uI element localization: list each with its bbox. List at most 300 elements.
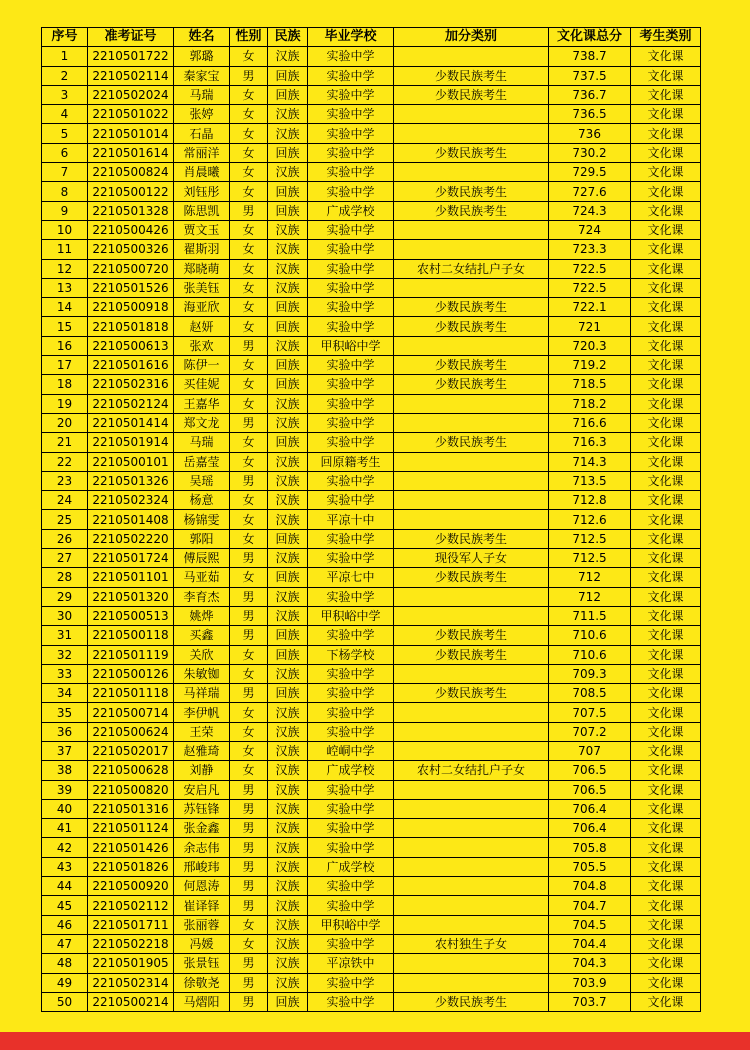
cell-score: 724 [549,220,631,239]
cell-bonus [394,452,549,471]
cell-bonus [394,915,549,934]
cell-seq: 3 [42,85,88,104]
cell-name: 余志伟 [174,838,230,857]
cell-seq: 42 [42,838,88,857]
cell-gender: 男 [230,857,268,876]
cell-category: 文化课 [631,992,701,1011]
cell-name: 郑文龙 [174,413,230,432]
cell-gender: 女 [230,317,268,336]
cell-score: 722.5 [549,278,631,297]
cell-ethnicity: 回族 [268,356,308,375]
cell-category: 文化课 [631,684,701,703]
cell-bonus: 现役军人子女 [394,549,549,568]
table-row [42,452,701,471]
cell-ethnicity: 汉族 [268,587,308,606]
cell-ethnicity: 回族 [268,317,308,336]
cell-score: 704.5 [549,915,631,934]
cell-category: 文化课 [631,780,701,799]
cell-gender: 男 [230,780,268,799]
table-row [42,201,701,220]
cell-ethnicity: 汉族 [268,510,308,529]
cell-school: 实验中学 [308,105,394,124]
cell-ethnicity: 汉族 [268,105,308,124]
cell-name: 关欣 [174,645,230,664]
cell-gender: 女 [230,278,268,297]
cell-gender: 男 [230,201,268,220]
cell-category: 文化课 [631,510,701,529]
cell-gender: 男 [230,626,268,645]
table-row [42,105,701,124]
cell-seq: 41 [42,819,88,838]
cell-seq: 30 [42,606,88,625]
cell-name: 马瑞 [174,85,230,104]
cell-school: 平凉铁中 [308,954,394,973]
cell-category: 文化课 [631,973,701,992]
cell-category: 文化课 [631,143,701,162]
cell-school: 实验中学 [308,278,394,297]
cell-seq: 27 [42,549,88,568]
table-row [42,259,701,278]
cell-gender: 女 [230,356,268,375]
cell-school: 实验中学 [308,182,394,201]
cell-category: 文化课 [631,336,701,355]
cell-exam-id: 2210501014 [88,124,174,143]
cell-bonus [394,664,549,683]
table-row [42,317,701,336]
cell-school: 实验中学 [308,356,394,375]
cell-seq: 28 [42,568,88,587]
cell-exam-id: 2210501818 [88,317,174,336]
cell-ethnicity: 汉族 [268,877,308,896]
cell-name: 陈思凯 [174,201,230,220]
cell-bonus [394,278,549,297]
cell-seq: 4 [42,105,88,124]
cell-bonus [394,471,549,490]
cell-name: 买鑫 [174,626,230,645]
cell-exam-id: 2210501724 [88,549,174,568]
cell-school: 实验中学 [308,66,394,85]
cell-exam-id: 2210500918 [88,298,174,317]
cell-score: 707 [549,741,631,760]
cell-bonus: 少数民族考生 [394,684,549,703]
cell-name: 邢峻玮 [174,857,230,876]
cell-exam-id: 2210500714 [88,703,174,722]
cell-ethnicity: 汉族 [268,799,308,818]
cell-exam-id: 2210500920 [88,877,174,896]
cell-category: 文化课 [631,549,701,568]
cell-category: 文化课 [631,240,701,259]
cell-category: 文化课 [631,626,701,645]
cell-category: 文化课 [631,877,701,896]
cell-ethnicity: 回族 [268,529,308,548]
cell-exam-id: 2210502316 [88,375,174,394]
cell-bonus [394,819,549,838]
cell-seq: 19 [42,394,88,413]
header-score: 文化课总分 [549,28,631,47]
cell-seq: 12 [42,259,88,278]
cell-bonus: 少数民族考生 [394,298,549,317]
cell-ethnicity: 汉族 [268,741,308,760]
cell-gender: 女 [230,259,268,278]
cell-score: 706.4 [549,799,631,818]
cell-gender: 女 [230,452,268,471]
cell-school: 甲积峪中学 [308,336,394,355]
cell-score: 704.7 [549,896,631,915]
cell-name: 王荣 [174,722,230,741]
cell-seq: 9 [42,201,88,220]
cell-name: 姚烨 [174,606,230,625]
cell-gender: 女 [230,529,268,548]
table-row [42,877,701,896]
cell-ethnicity: 汉族 [268,549,308,568]
cell-exam-id: 2210501914 [88,433,174,452]
cell-score: 724.3 [549,201,631,220]
cell-name: 刘钰彤 [174,182,230,201]
cell-ethnicity: 回族 [268,66,308,85]
cell-ethnicity: 回族 [268,85,308,104]
cell-exam-id: 2210501614 [88,143,174,162]
cell-score: 706.4 [549,819,631,838]
cell-name: 傅辰熙 [174,549,230,568]
cell-name: 马瑞 [174,433,230,452]
cell-exam-id: 2210501616 [88,356,174,375]
cell-bonus: 少数民族考生 [394,66,549,85]
cell-gender: 男 [230,877,268,896]
cell-seq: 23 [42,471,88,490]
cell-school: 实验中学 [308,896,394,915]
cell-gender: 女 [230,433,268,452]
cell-seq: 6 [42,143,88,162]
cell-name: 郭阳 [174,529,230,548]
cell-category: 文化课 [631,317,701,336]
cell-bonus [394,896,549,915]
cell-score: 704.8 [549,877,631,896]
cell-name: 崔译铎 [174,896,230,915]
cell-category: 文化课 [631,163,701,182]
cell-bonus [394,741,549,760]
cell-bonus [394,336,549,355]
header-exam-id: 准考证号 [88,28,174,47]
cell-category: 文化课 [631,47,701,66]
cell-gender: 女 [230,741,268,760]
cell-name: 赵妍 [174,317,230,336]
cell-seq: 49 [42,973,88,992]
cell-exam-id: 2210500122 [88,182,174,201]
cell-category: 文化课 [631,645,701,664]
table-row [42,838,701,857]
cell-exam-id: 2210501119 [88,645,174,664]
table-row [42,626,701,645]
cell-name: 郭璐 [174,47,230,66]
cell-school: 实验中学 [308,240,394,259]
cell-exam-id: 2210501316 [88,799,174,818]
cell-gender: 女 [230,85,268,104]
cell-bonus [394,105,549,124]
cell-gender: 女 [230,510,268,529]
cell-exam-id: 2210501905 [88,954,174,973]
cell-category: 文化课 [631,761,701,780]
cell-gender: 女 [230,47,268,66]
cell-exam-id: 2210502220 [88,529,174,548]
cell-exam-id: 2210501326 [88,471,174,490]
cell-exam-id: 2210500214 [88,992,174,1011]
cell-school: 实验中学 [308,838,394,857]
table-row [42,741,701,760]
cell-school: 甲积峪中学 [308,606,394,625]
cell-exam-id: 2210500613 [88,336,174,355]
cell-gender: 女 [230,761,268,780]
table-row [42,471,701,490]
cell-category: 文化课 [631,722,701,741]
table-body [42,47,701,1012]
cell-gender: 女 [230,915,268,934]
table-row [42,568,701,587]
cell-seq: 14 [42,298,88,317]
cell-score: 712.5 [549,549,631,568]
cell-name: 常丽洋 [174,143,230,162]
cell-school: 广成学校 [308,761,394,780]
cell-ethnicity: 回族 [268,375,308,394]
table-row [42,761,701,780]
cell-exam-id: 2210500824 [88,163,174,182]
cell-gender: 男 [230,838,268,857]
cell-seq: 26 [42,529,88,548]
cell-exam-id: 2210502218 [88,934,174,953]
cell-category: 文化课 [631,703,701,722]
cell-category: 文化课 [631,433,701,452]
table-row [42,587,701,606]
cell-name: 朱敏铷 [174,664,230,683]
cell-exam-id: 2210500624 [88,722,174,741]
cell-score: 736.5 [549,105,631,124]
cell-seq: 35 [42,703,88,722]
header-name: 姓名 [174,28,230,47]
cell-seq: 18 [42,375,88,394]
cell-bonus: 少数民族考生 [394,85,549,104]
cell-category: 文化课 [631,568,701,587]
cell-gender: 男 [230,549,268,568]
cell-score: 709.3 [549,664,631,683]
cell-school: 实验中学 [308,259,394,278]
cell-score: 718.2 [549,394,631,413]
cell-exam-id: 2210501022 [88,105,174,124]
cell-gender: 男 [230,336,268,355]
cell-ethnicity: 汉族 [268,915,308,934]
cell-category: 文化课 [631,452,701,471]
table-row [42,606,701,625]
cell-score: 712.5 [549,529,631,548]
cell-score: 703.9 [549,973,631,992]
cell-school: 实验中学 [308,47,394,66]
cell-school: 实验中学 [308,703,394,722]
cell-gender: 男 [230,66,268,85]
cell-ethnicity: 汉族 [268,220,308,239]
table-row [42,684,701,703]
cell-seq: 38 [42,761,88,780]
cell-category: 文化课 [631,857,701,876]
cell-ethnicity: 汉族 [268,163,308,182]
cell-exam-id: 2210501826 [88,857,174,876]
cell-category: 文化课 [631,741,701,760]
cell-seq: 10 [42,220,88,239]
cell-bonus: 少数民族考生 [394,317,549,336]
cell-seq: 7 [42,163,88,182]
cell-gender: 男 [230,954,268,973]
cell-ethnicity: 汉族 [268,896,308,915]
cell-name: 秦家宝 [174,66,230,85]
cell-school: 实验中学 [308,934,394,953]
score-table [41,27,701,1012]
table-row [42,47,701,66]
cell-school: 甲积峪中学 [308,915,394,934]
cell-bonus: 少数民族考生 [394,645,549,664]
table-row [42,915,701,934]
cell-ethnicity: 汉族 [268,471,308,490]
cell-gender: 女 [230,934,268,953]
cell-score: 714.3 [549,452,631,471]
cell-score: 712.6 [549,510,631,529]
cell-name: 杨锦雯 [174,510,230,529]
cell-bonus: 少数民族考生 [394,626,549,645]
table-row [42,799,701,818]
cell-score: 718.5 [549,375,631,394]
cell-school: 实验中学 [308,626,394,645]
cell-gender: 男 [230,896,268,915]
cell-seq: 37 [42,741,88,760]
cell-exam-id: 2210502017 [88,741,174,760]
cell-ethnicity: 汉族 [268,838,308,857]
cell-school: 实验中学 [308,780,394,799]
cell-seq: 31 [42,626,88,645]
cell-name: 张欢 [174,336,230,355]
cell-score: 710.6 [549,645,631,664]
cell-score: 723.3 [549,240,631,259]
cell-school: 实验中学 [308,413,394,432]
cell-category: 文化课 [631,491,701,510]
header-seq: 序号 [42,28,88,47]
cell-score: 730.2 [549,143,631,162]
cell-name: 张婷 [174,105,230,124]
table-row [42,143,701,162]
cell-seq: 1 [42,47,88,66]
cell-gender: 女 [230,664,268,683]
cell-gender: 女 [230,298,268,317]
cell-bonus [394,394,549,413]
cell-school: 实验中学 [308,317,394,336]
cell-score: 736 [549,124,631,143]
cell-exam-id: 2210500426 [88,220,174,239]
cell-ethnicity: 汉族 [268,47,308,66]
cell-gender: 男 [230,799,268,818]
cell-name: 马熠阳 [174,992,230,1011]
cell-exam-id: 2210500326 [88,240,174,259]
cell-ethnicity: 汉族 [268,124,308,143]
cell-ethnicity: 汉族 [268,664,308,683]
cell-gender: 女 [230,220,268,239]
cell-ethnicity: 汉族 [268,336,308,355]
cell-school: 实验中学 [308,471,394,490]
cell-exam-id: 2210501118 [88,684,174,703]
cell-seq: 17 [42,356,88,375]
cell-seq: 21 [42,433,88,452]
cell-ethnicity: 汉族 [268,278,308,297]
cell-name: 李伊帆 [174,703,230,722]
cell-name: 李育杰 [174,587,230,606]
cell-ethnicity: 回族 [268,143,308,162]
cell-seq: 24 [42,491,88,510]
cell-score: 712 [549,568,631,587]
table-row [42,356,701,375]
cell-category: 文化课 [631,954,701,973]
cell-score: 729.5 [549,163,631,182]
cell-bonus: 少数民族考生 [394,182,549,201]
table-row [42,124,701,143]
cell-bonus: 少数民族考生 [394,529,549,548]
cell-seq: 16 [42,336,88,355]
cell-name: 王嘉华 [174,394,230,413]
table-row [42,220,701,239]
cell-score: 704.4 [549,934,631,953]
cell-school: 实验中学 [308,819,394,838]
cell-category: 文化课 [631,278,701,297]
table-row [42,722,701,741]
cell-school: 实验中学 [308,587,394,606]
cell-gender: 女 [230,240,268,259]
cell-ethnicity: 汉族 [268,954,308,973]
cell-seq: 46 [42,915,88,934]
cell-seq: 13 [42,278,88,297]
cell-category: 文化课 [631,413,701,432]
cell-score: 707.5 [549,703,631,722]
cell-school: 实验中学 [308,394,394,413]
cell-exam-id: 2210501101 [88,568,174,587]
cell-category: 文化课 [631,819,701,838]
cell-school: 实验中学 [308,549,394,568]
cell-bonus [394,877,549,896]
cell-score: 727.6 [549,182,631,201]
cell-category: 文化课 [631,105,701,124]
cell-exam-id: 2210502024 [88,85,174,104]
cell-gender: 女 [230,722,268,741]
cell-ethnicity: 汉族 [268,761,308,780]
cell-category: 文化课 [631,471,701,490]
cell-gender: 女 [230,105,268,124]
header-gender: 性别 [230,28,268,47]
table-row [42,182,701,201]
cell-category: 文化课 [631,85,701,104]
cell-score: 711.5 [549,606,631,625]
cell-category: 文化课 [631,934,701,953]
cell-category: 文化课 [631,799,701,818]
cell-school: 广成学校 [308,857,394,876]
cell-bonus: 少数民族考生 [394,568,549,587]
cell-exam-id: 2210501526 [88,278,174,297]
cell-category: 文化课 [631,356,701,375]
cell-score: 716.3 [549,433,631,452]
cell-school: 实验中学 [308,992,394,1011]
cell-school: 平凉十中 [308,510,394,529]
cell-name: 张美钰 [174,278,230,297]
cell-ethnicity: 回族 [268,645,308,664]
cell-score: 721 [549,317,631,336]
cell-name: 翟斯羽 [174,240,230,259]
cell-seq: 34 [42,684,88,703]
cell-school: 实验中学 [308,973,394,992]
cell-score: 738.7 [549,47,631,66]
cell-name: 肖晨曦 [174,163,230,182]
cell-category: 文化课 [631,259,701,278]
cell-ethnicity: 回族 [268,201,308,220]
